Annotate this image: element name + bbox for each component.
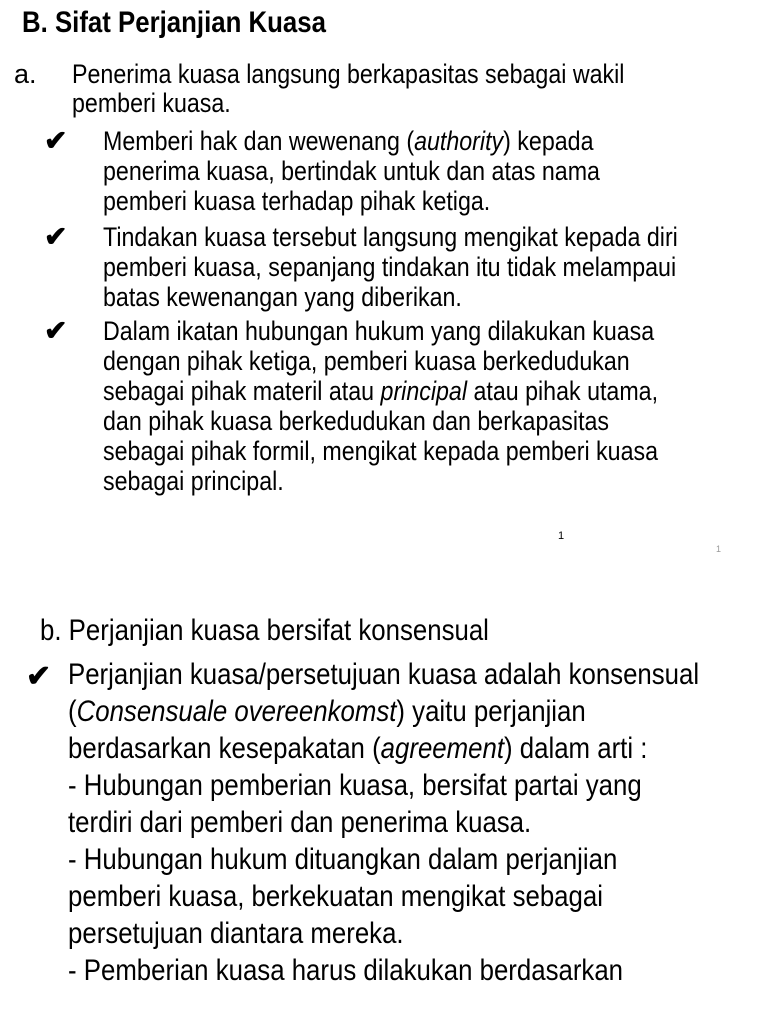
section-title-text: B. Sifat Perjanjian Kuasa (22, 6, 326, 39)
item-a-marker: a. (14, 59, 37, 89)
check-icon: ✔ (26, 660, 52, 693)
italic-term: agreement (380, 732, 505, 765)
italic-term: authority (414, 126, 504, 156)
bullet-item (103, 222, 768, 312)
text-line: pemberi kuasa, berkekuatan mengikat sebagai (68, 880, 603, 913)
text-line: Tindakan kuasa tersebut langsung mengikat kepada diri (103, 222, 678, 252)
text-line: - Pemberian kuasa harus dilakukan berdasarkan (68, 954, 624, 987)
italic-term: principal (380, 376, 468, 406)
text-line: Dalam ikatan hubungan hukum yang dilakukan kuasa (103, 316, 655, 346)
text-line: batas kewenangan yang diberikan. (103, 282, 462, 312)
text-line: pemberi kuasa terhadap pihak ketiga. (103, 186, 491, 216)
italic-term: Consensuale overeenkomst (76, 695, 397, 728)
check-icon: ✔ (44, 221, 68, 252)
item-b-body (68, 656, 768, 989)
text-line: (Consensuale overeenkomst) yaitu perjanjian (68, 695, 586, 728)
item-b-heading (40, 614, 562, 648)
text-line: - Hubungan pemberian kuasa, bersifat partai yang (68, 769, 642, 802)
item-a-line: pemberi kuasa. (72, 88, 231, 118)
item-a-line: Penerima kuasa langsung berkapasitas sebagai wakil (72, 59, 625, 89)
text-line: Perjanjian kuasa/persetujuan kuasa adalah konsensual (68, 658, 700, 691)
check-icon: ✔ (44, 125, 68, 156)
text-line: - Hubungan hukum dituangkan dalam perjanjian (68, 843, 618, 876)
bullet-item (103, 316, 748, 496)
text-line: sebagai principal. (103, 466, 284, 496)
text-line: sebagai pihak formil, mengikat kepada pemberi kuasa (103, 436, 659, 466)
text-line: terdiri dari pemberi dan penerima kuasa. (68, 806, 532, 839)
check-icon: ✔ (44, 315, 68, 346)
text-line: dan pihak kuasa berkedudukan dan berkapasitas (103, 406, 610, 436)
item-b-heading-text: b. Perjanjian kuasa bersifat konsensual (40, 614, 489, 647)
bullet-item (103, 126, 681, 216)
section-title (22, 6, 375, 40)
text-line: Memberi hak dan wewenang (authority) kepada (103, 126, 594, 156)
text-line: penerima kuasa, bertindak untuk dan atas nama (103, 156, 600, 186)
page-number: 1 (716, 544, 722, 554)
text-line: persetujuan diantara mereka. (68, 917, 404, 950)
text-line: pemberi kuasa, sepanjang tindakan itu tidak melampaui (103, 252, 677, 282)
item-a-text (72, 60, 714, 118)
text-line: berdasarkan kesepakatan (agreement) dalam arti : (68, 732, 648, 765)
footnote-number: 1 (558, 530, 565, 542)
text-line: sebagai pihak materil atau principal atau pihak utama, (103, 376, 659, 406)
text-line: dengan pihak ketiga, pemberi kuasa berkedudukan (103, 346, 630, 376)
